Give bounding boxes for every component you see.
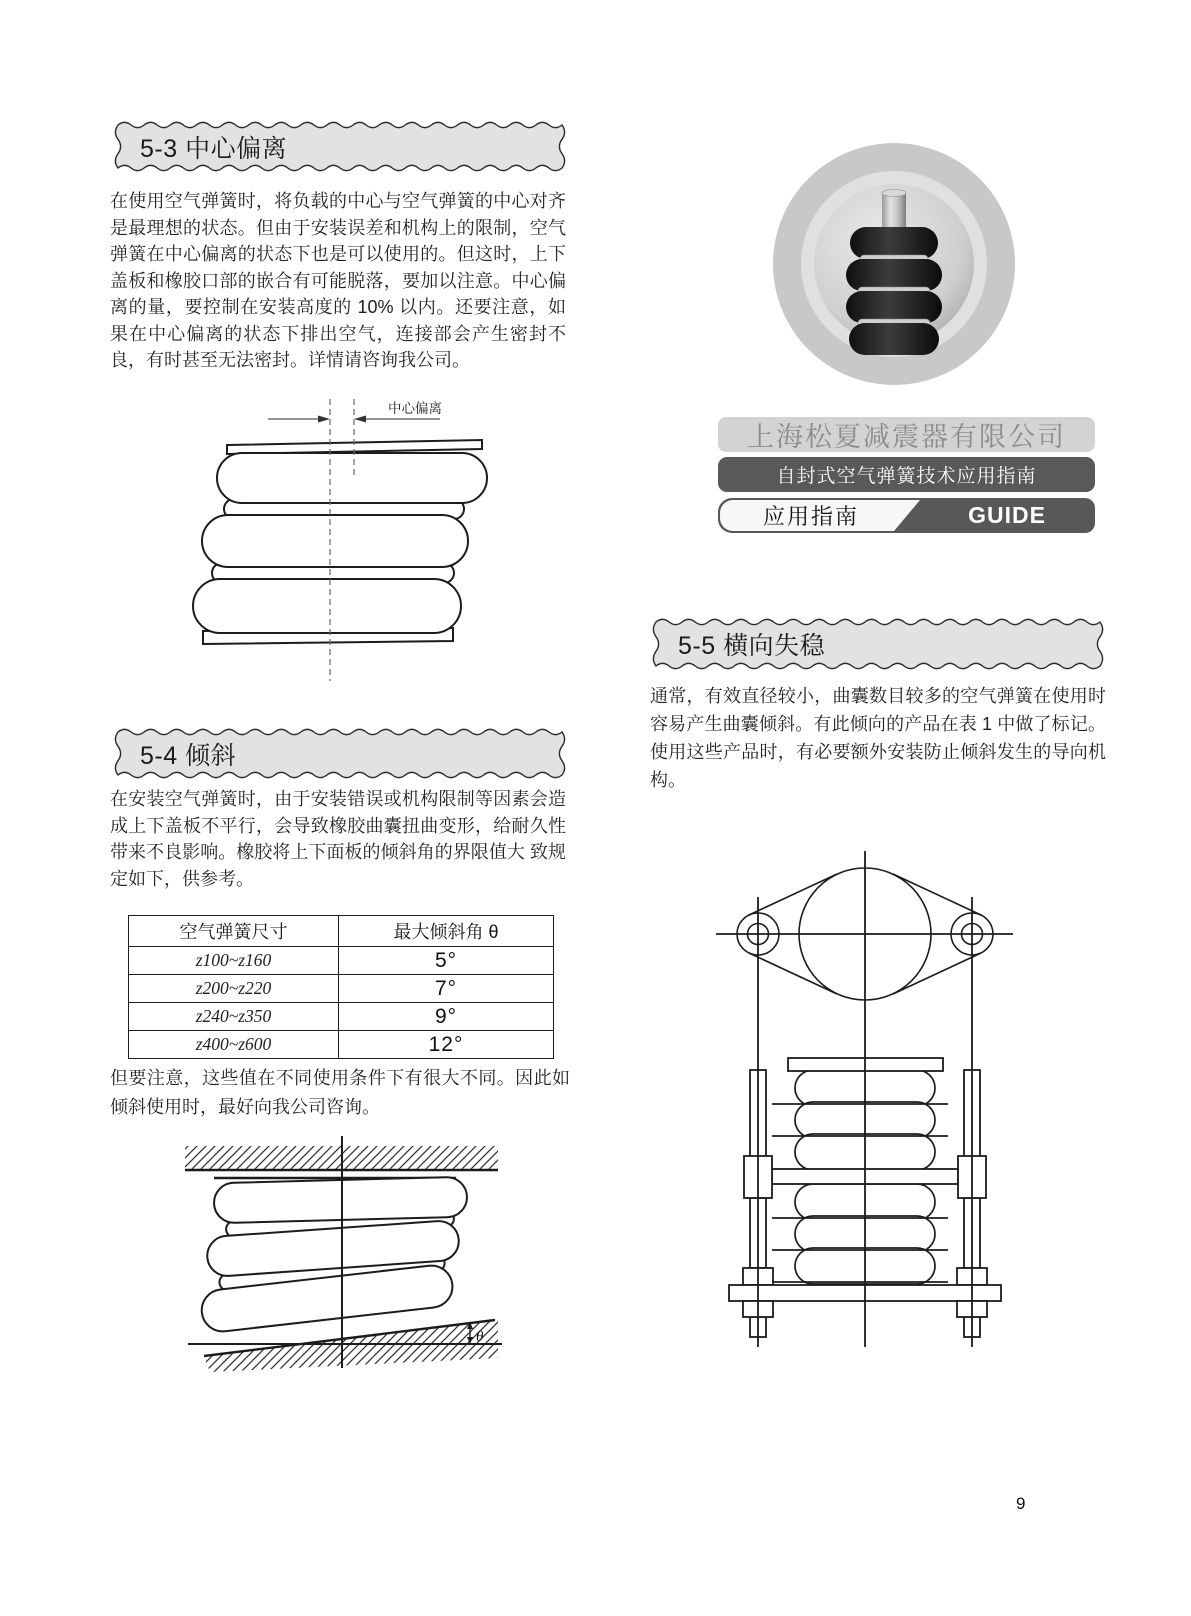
company-name: 上海松夏减震器有限公司: [747, 422, 1066, 452]
air-spring-bellows: [846, 227, 942, 355]
guide-label-cn: 应用指南: [762, 504, 859, 529]
paragraph-5-4-note: 但要注意，这些值在不同使用条件下有很大不同。因此如倾斜使用时，最好向我公司咨询。: [110, 1068, 570, 1117]
cell-angle: 7°: [339, 975, 554, 1003]
section-title-5-4: 5-4 倾斜: [140, 741, 237, 770]
table-row: [129, 975, 554, 1003]
cell-angle: 9°: [339, 1003, 554, 1031]
section-title-box-5-3: [114, 121, 566, 172]
col-header-angle: 最大倾斜角 θ: [339, 916, 554, 947]
table-row: [129, 1031, 554, 1059]
theta-label: θ: [476, 1329, 484, 1345]
tilt-angle-table: [128, 915, 554, 1059]
series-title: 自封式空气弹簧技术应用指南: [776, 466, 1037, 487]
cell-size: z200~z220: [129, 975, 339, 1003]
cell-size: z100~z160: [129, 947, 339, 975]
offset-dimension-label: 中心偏离: [388, 401, 442, 416]
section-title-5-5: 5-5 横向失稳: [678, 632, 826, 660]
table-row: [129, 1003, 554, 1031]
col-header-size: 空气弹簧尺寸: [129, 916, 339, 947]
section-title-5-3: 5-3 中心偏离: [140, 134, 288, 163]
paragraph-5-5: 通常，有效直径较小，曲囊数目较多的空气弹簧在使用时容易产生曲囊倾斜。有此倾向的产品在表 1 中做了标记。使用这些产品时，有必要额外安装防止倾斜发生的导向机构。: [650, 686, 1106, 790]
guide-banner: [718, 498, 1095, 533]
cell-size: z240~z350: [129, 1003, 339, 1031]
series-banner: [718, 457, 1095, 492]
hatched-ground: [204, 1344, 498, 1372]
section-title-box-5-4: [114, 728, 566, 779]
figure-center-offset: [150, 385, 570, 695]
table-row: [129, 947, 554, 975]
table-header-row: [129, 916, 554, 947]
section-title-box-5-5: [652, 618, 1104, 670]
product-photo: [771, 141, 1017, 387]
company-banner: [718, 417, 1095, 452]
paragraph-5-3: 在使用空气弹簧时，将负载的中心与空气弹簧的中心对齐是最理想的状态。但由于安装误差和机构上的限制，空气弹簧在中心偏离的状态下也是可以使用的。但这时，上下盖板和橡胶口部的嵌合有可能脱落，要加以注意。中心偏离的量，要控制在安装高度的 10% 以内。还要注意，如果在中心偏离的状态下排出空气，连接部会产生密封不良，有时甚至无法密封。详情请咨询我公司。: [110, 191, 566, 370]
guide-label-en: GUIDE: [968, 502, 1046, 528]
paragraph-5-4: 在安装空气弹簧时，由于安装错误或机构限制等因素会造成上下盖板不平行，会导致橡胶曲囊扭曲变形，给耐久性带来不良影响。橡胶将上下面板的倾斜角的界限值大 致规定如下，供参考。: [110, 789, 566, 889]
cell-angle: 12°: [339, 1031, 554, 1059]
figure-guide-mechanism: [655, 812, 1095, 1357]
cell-size: z400~z600: [129, 1031, 339, 1059]
cell-angle: 5°: [339, 947, 554, 975]
page-number: 9: [1016, 1494, 1026, 1513]
air-spring-stem: [882, 193, 906, 229]
figure-tilt: [150, 1130, 570, 1375]
